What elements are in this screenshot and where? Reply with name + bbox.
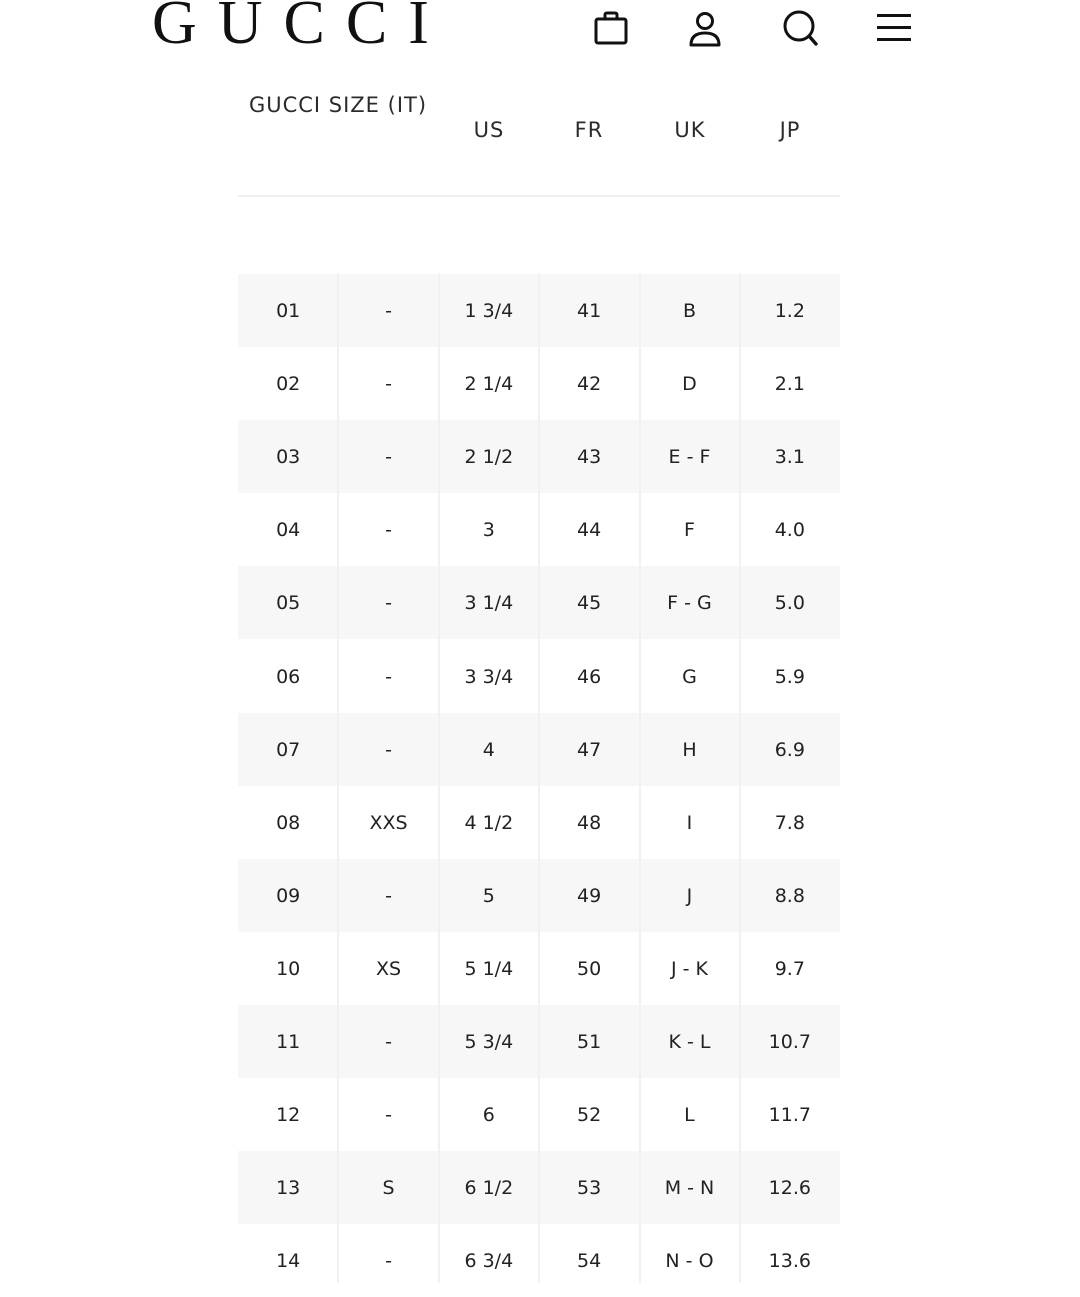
column-header-uk: UK	[674, 118, 706, 142]
letter-size-cell: -	[385, 372, 392, 395]
header-divider	[238, 195, 840, 197]
column-header-gucci-size: GUCCI SIZE (IT)	[248, 93, 428, 117]
column-divider	[639, 273, 641, 1283]
letter-size-cell: -	[385, 884, 392, 907]
column-divider	[739, 273, 741, 1283]
jp-size-cell: 5.0	[774, 591, 805, 614]
jp-size-cell: 6.9	[774, 738, 805, 761]
menu-icon[interactable]	[872, 6, 916, 50]
us-size-cell: 5 3/4	[464, 1030, 514, 1053]
us-size-cell: 3 1/4	[464, 591, 514, 614]
letter-size-cell: XS	[375, 957, 402, 980]
uk-size-cell: L	[684, 1103, 695, 1126]
uk-size-cell: H	[682, 738, 697, 761]
us-size-cell: 6 3/4	[464, 1249, 514, 1272]
gucci-size-cell: 04	[276, 518, 301, 541]
uk-size-cell: E - F	[668, 445, 711, 468]
column-divider	[438, 273, 440, 1283]
uk-size-cell: N - O	[665, 1249, 714, 1272]
gucci-size-cell: 03	[276, 445, 301, 468]
jp-size-cell: 7.8	[774, 811, 805, 834]
jp-size-cell: 2.1	[774, 372, 805, 395]
gucci-size-cell: 11	[276, 1030, 301, 1053]
fr-size-cell: 54	[577, 1249, 602, 1272]
fr-size-cell: 42	[577, 372, 602, 395]
gucci-size-cell: 05	[276, 591, 301, 614]
uk-size-cell: F - G	[667, 591, 712, 614]
uk-size-cell: I	[686, 811, 693, 834]
letter-size-cell: -	[385, 591, 392, 614]
uk-size-cell: B	[682, 299, 696, 322]
us-size-cell: 5	[482, 884, 495, 907]
us-size-cell: 5 1/4	[464, 957, 514, 980]
letter-size-cell: XXS	[369, 811, 408, 834]
uk-size-cell: J - K	[670, 957, 708, 980]
letter-size-cell: S	[382, 1176, 395, 1199]
fr-size-cell: 53	[577, 1176, 602, 1199]
letter-size-cell: -	[385, 665, 392, 688]
gucci-size-cell: 10	[276, 957, 301, 980]
us-size-cell: 1 3/4	[464, 299, 514, 322]
jp-size-cell: 5.9	[774, 665, 805, 688]
column-header-jp: JP	[779, 118, 801, 142]
column-header-us: US	[473, 118, 505, 142]
jp-size-cell: 1.2	[774, 299, 805, 322]
fr-size-cell: 43	[577, 445, 602, 468]
us-size-cell: 4 1/2	[464, 811, 514, 834]
gucci-size-cell: 06	[276, 665, 301, 688]
us-size-cell: 2 1/2	[464, 445, 514, 468]
letter-size-cell: -	[385, 518, 392, 541]
letter-size-cell: -	[385, 445, 392, 468]
jp-size-cell: 9.7	[774, 957, 805, 980]
us-size-cell: 2 1/4	[464, 372, 514, 395]
fr-size-cell: 45	[577, 591, 602, 614]
us-size-cell: 3 3/4	[464, 665, 514, 688]
gucci-size-cell: 07	[276, 738, 301, 761]
jp-size-cell: 10.7	[768, 1030, 811, 1053]
letter-size-cell: -	[385, 1103, 392, 1126]
jp-size-cell: 11.7	[768, 1103, 811, 1126]
size-conversion-table	[238, 0, 840, 1280]
gucci-size-cell: 14	[276, 1249, 301, 1272]
fr-size-cell: 50	[577, 957, 602, 980]
uk-size-cell: M - N	[664, 1176, 715, 1199]
letter-size-cell: -	[385, 738, 392, 761]
jp-size-cell: 12.6	[768, 1176, 811, 1199]
jp-size-cell: 3.1	[774, 445, 805, 468]
fr-size-cell: 51	[577, 1030, 602, 1053]
user-icon[interactable]	[683, 6, 727, 50]
jp-size-cell: 4.0	[774, 518, 805, 541]
letter-size-cell: -	[385, 299, 392, 322]
fr-size-cell: 41	[577, 299, 602, 322]
gucci-size-cell: 08	[276, 811, 301, 834]
gucci-size-cell: 01	[276, 299, 301, 322]
uk-size-cell: F	[684, 518, 695, 541]
fr-size-cell: 49	[577, 884, 602, 907]
column-divider	[337, 273, 339, 1283]
jp-size-cell: 8.8	[774, 884, 805, 907]
fr-size-cell: 46	[577, 665, 602, 688]
us-size-cell: 3	[482, 518, 495, 541]
gucci-logo[interactable]: GUCCI	[152, 0, 450, 57]
gucci-size-cell: 02	[276, 372, 301, 395]
site-header	[0, 0, 1080, 62]
gucci-size-cell: 13	[276, 1176, 301, 1199]
us-size-cell: 6	[482, 1103, 495, 1126]
jp-size-cell: 13.6	[768, 1249, 811, 1272]
shopping-bag-icon[interactable]	[589, 6, 633, 50]
us-size-cell: 4	[482, 738, 495, 761]
fr-size-cell: 47	[577, 738, 602, 761]
letter-size-cell: -	[385, 1030, 392, 1053]
us-size-cell: 6 1/2	[464, 1176, 514, 1199]
uk-size-cell: K - L	[668, 1030, 711, 1053]
column-divider	[538, 273, 540, 1283]
gucci-size-cell: 12	[276, 1103, 301, 1126]
gucci-size-cell: 09	[276, 884, 301, 907]
letter-size-cell: -	[385, 1249, 392, 1272]
column-header-fr: FR	[574, 118, 604, 142]
uk-size-cell: J	[686, 884, 693, 907]
fr-size-cell: 52	[577, 1103, 602, 1126]
uk-size-cell: D	[682, 372, 697, 395]
fr-size-cell: 44	[577, 518, 602, 541]
uk-size-cell: G	[682, 665, 697, 688]
search-icon[interactable]	[778, 6, 822, 50]
fr-size-cell: 48	[577, 811, 602, 834]
